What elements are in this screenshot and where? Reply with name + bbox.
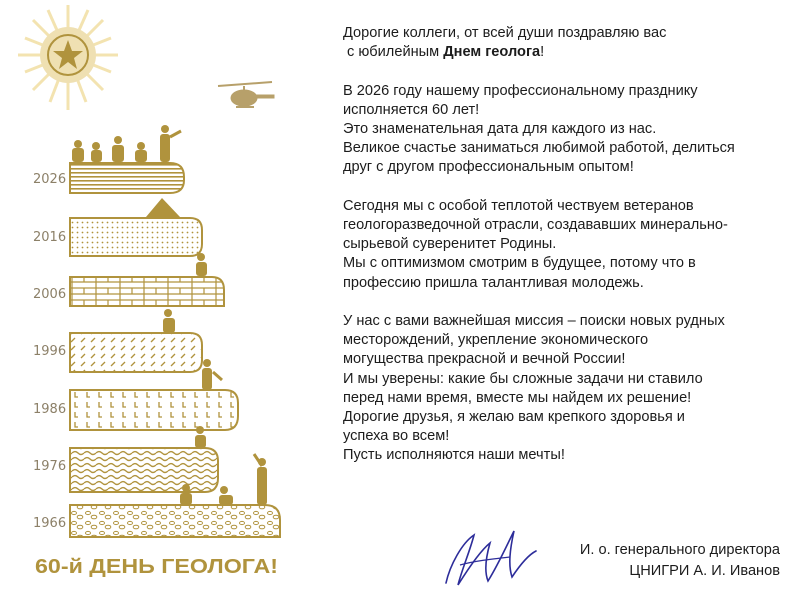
greeting-text: с юбилейным bbox=[347, 44, 444, 61]
paragraph-mission bbox=[343, 312, 793, 466]
year-label: 1976 bbox=[33, 459, 67, 474]
text-line: В 2026 году нашему профессиональному празднику bbox=[343, 82, 698, 99]
text-line: профессию пришла талантливая молодежь. bbox=[343, 274, 644, 291]
year-label: 2016 bbox=[33, 230, 67, 245]
text-line: исполняется 60 лет! bbox=[343, 101, 480, 118]
text-line: Пусть исполняются наши мечты! bbox=[343, 447, 565, 464]
signer-name: ЦНИГРИ А. И. Иванов bbox=[629, 563, 780, 579]
text-line: Сегодня мы с особой теплотой чествуем ветеранов bbox=[343, 197, 694, 214]
text-line: Великое счастье заниматься любимой работой, делиться bbox=[343, 140, 735, 157]
handwritten-signature bbox=[440, 525, 540, 591]
paragraph-anniversary bbox=[343, 82, 793, 178]
text-line: У нас с вами важнейшая миссия – поиски новых рудных bbox=[343, 313, 725, 329]
poster-title: 60-й ДЕНЬ ГЕОЛОГА! bbox=[35, 555, 278, 578]
year-label: 2006 bbox=[33, 287, 67, 302]
greeting-line: Дорогие коллеги, от всей души поздравляю вас bbox=[343, 25, 667, 41]
year-label: 1966 bbox=[33, 516, 67, 531]
text-line: И мы уверены: какие бы сложные задачи ни ставило bbox=[343, 370, 703, 387]
poster-illustration bbox=[0, 0, 300, 603]
greeting-paragraph bbox=[343, 24, 793, 62]
text-line: успеха во всем! bbox=[343, 428, 450, 445]
letter-body bbox=[343, 24, 793, 485]
text-line: могущества прекрасной и вечной России! bbox=[343, 351, 626, 368]
text-line: геологоразведочной отрасли, создававших минерально- bbox=[343, 217, 728, 233]
text-line: друг с другом профессиональным опытом! bbox=[343, 159, 634, 176]
helicopter-icon bbox=[218, 82, 274, 107]
text-line: Мы с оптимизмом смотрим в будущее, потому что в bbox=[343, 255, 696, 272]
text-line: Это знаменательная дата для каждого из нас. bbox=[343, 121, 657, 137]
holiday-name: Днем геолога bbox=[443, 44, 541, 61]
year-label: 1996 bbox=[33, 344, 67, 359]
tent-icon bbox=[146, 198, 180, 217]
paragraph-veterans bbox=[343, 197, 793, 293]
rock-strata bbox=[70, 163, 280, 537]
greeting-line bbox=[343, 43, 793, 62]
text-line: Дорогие друзья, я желаю вам крепкого здоровья и bbox=[343, 409, 685, 426]
text-line: сырьевой суверенитет Родины. bbox=[343, 236, 557, 253]
year-label: 1986 bbox=[33, 402, 67, 417]
signoff-block bbox=[580, 540, 780, 582]
text-line: месторождений, укрепление экономического bbox=[343, 332, 649, 349]
year-label: 2026 bbox=[33, 172, 67, 187]
greeting-text: ! bbox=[540, 44, 545, 61]
signer-position: И. о. генерального директора bbox=[579, 542, 780, 558]
text-line: перед нами время, вместе мы найдем их решение! bbox=[343, 389, 692, 406]
